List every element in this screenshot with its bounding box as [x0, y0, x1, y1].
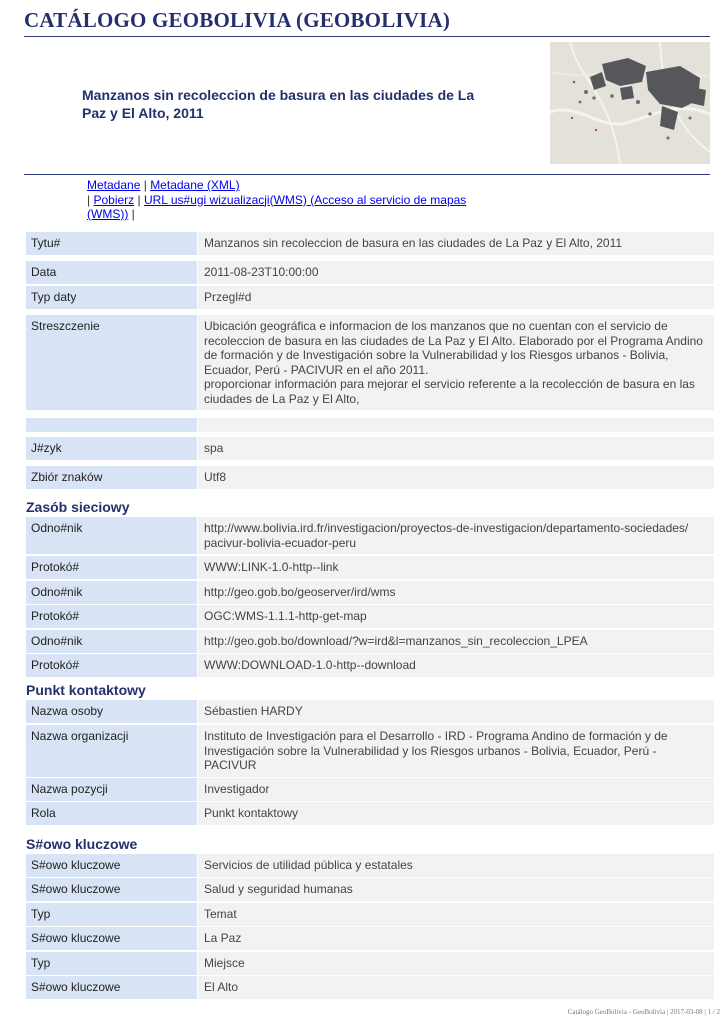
field-label: Typ — [26, 952, 197, 975]
link-separator: | — [87, 192, 91, 207]
field-value: Utf8 — [198, 466, 714, 489]
field-label: Nazwa osoby — [26, 700, 197, 723]
header-divider — [24, 174, 710, 175]
field-value: Servicios de utilidad pública y estatales — [198, 854, 714, 877]
field-value: Punkt kontaktowy — [198, 802, 714, 825]
link-separator: | — [137, 192, 141, 207]
field-value: Investigador — [198, 778, 714, 801]
field-date — [26, 261, 714, 284]
table-row — [26, 854, 714, 877]
field-label: Zbiór znaków — [26, 466, 197, 489]
field-abstract — [26, 315, 714, 410]
field-title — [26, 232, 714, 255]
field-label: Protokó# — [26, 605, 197, 628]
field-charset — [26, 466, 714, 489]
metadata-xml-link[interactable]: Metadane (XML) — [150, 178, 240, 192]
field-value: WWW:DOWNLOAD-1.0-http--download — [198, 654, 714, 677]
field-label: Odno#nik — [26, 630, 197, 653]
field-label: Protokó# — [26, 556, 197, 579]
field-value: Temat — [198, 903, 714, 926]
table-row — [26, 976, 714, 999]
table-row — [26, 778, 714, 801]
field-value: Sébastien HARDY — [198, 700, 714, 723]
page-footer: Catálogo GeoBolivia - GeoBolivia | 2017-03-08 | 1 / 2 — [567, 1008, 720, 1016]
table-row — [26, 903, 714, 926]
catalog-header — [24, 8, 710, 37]
table-row — [26, 878, 714, 901]
wms-link[interactable]: URL us#ugi wizualizacji(WMS) (Acceso al servicio de mapas (WMS)) — [87, 192, 467, 221]
field-value: http://www.bolivia.ird.fr/investigacion/proyectos-de-investigacion/departamento-sociedades/ pacivur-bolivia-ecuador-peru — [198, 517, 714, 554]
map-thumbnail — [550, 42, 710, 164]
field-value: Instituto de Investigación para el Desarrollo - IRD - Programa Andino de formación y de Investigación sobre la Vulnerabilidad y los Riesgos urbanos - Bolivia, Ecuador, Perú - PACIVUR — [198, 725, 714, 777]
field-label: S#owo kluczowe — [26, 854, 197, 877]
field-value: Salud y seguridad humanas — [198, 878, 714, 901]
table-row — [26, 581, 714, 604]
link-separator: | — [131, 207, 135, 221]
field-value: http://geo.gob.bo/download/?w=ird&l=manzanos_sin_recoleccion_LPEA — [198, 630, 714, 653]
field-label: Streszczenie — [26, 315, 197, 410]
table-row — [26, 802, 714, 825]
download-link[interactable]: Pobierz — [93, 192, 135, 207]
section-heading-online-resource: Zasób sieciowy — [26, 499, 130, 515]
field-date-type — [26, 286, 714, 309]
links-bar — [87, 178, 507, 222]
field-label: Nazwa pozycji — [26, 778, 197, 801]
field-label: Protokó# — [26, 654, 197, 677]
field-label: Typ — [26, 903, 197, 926]
table-row — [26, 952, 714, 975]
table-row — [26, 630, 714, 653]
field-label: J#zyk — [26, 437, 197, 460]
field-label: Rola — [26, 802, 197, 825]
field-label: Nazwa organizacji — [26, 725, 197, 777]
field-label: Odno#nik — [26, 517, 197, 554]
field-label: S#owo kluczowe — [26, 927, 197, 950]
field-value: spa — [198, 437, 714, 460]
table-row — [26, 556, 714, 579]
field-label: Tytu# — [26, 232, 197, 255]
field-value: 2011-08-23T10:00:00 — [198, 261, 714, 284]
table-row — [26, 725, 714, 777]
field-value: La Paz — [198, 927, 714, 950]
field-value: Przegl#d — [198, 286, 714, 309]
field-label: S#owo kluczowe — [26, 976, 197, 999]
field-label: Odno#nik — [26, 581, 197, 604]
field-value: OGC:WMS-1.1.1-http-get-map — [198, 605, 714, 628]
field-value: http://geo.gob.bo/geoserver/ird/wms — [198, 581, 714, 604]
link-separator: | — [143, 178, 147, 192]
metadata-link[interactable]: Metadane — [87, 178, 141, 192]
catalog-title: CATÁLOGO GEOBOLIVIA (GEOBOLIVIA) — [24, 8, 451, 32]
table-row — [26, 654, 714, 677]
spacer-row — [26, 418, 714, 432]
field-value: El Alto — [198, 976, 714, 999]
section-heading-contact: Punkt kontaktowy — [26, 682, 146, 698]
field-label: Data — [26, 261, 197, 284]
table-row — [26, 927, 714, 950]
field-language — [26, 437, 714, 460]
field-value: Ubicación geográfica e informacion de los manzanos que no cuentan con el servicio de recoleccion de basura en las ciudades de La Paz y El Alto. Elaborado por el Programa Andino de formación y de Investigación sobre la Vulnerabilidad y los Riesgos urbanos - Bolivia, Ecuador, Perú - PACIVUR en el año 2011. proporcionar información para mejorar el servicio referente a la recolección de basura en las ciudades de La Paz y El Alto, — [198, 315, 714, 410]
table-row — [26, 605, 714, 628]
table-row — [26, 700, 714, 723]
table-row — [26, 517, 714, 554]
field-value: Manzanos sin recoleccion de basura en las ciudades de La Paz y El Alto, 2011 — [198, 232, 714, 255]
field-label: Typ daty — [26, 286, 197, 309]
field-value: Miejsce — [198, 952, 714, 975]
field-label: S#owo kluczowe — [26, 878, 197, 901]
record-title: Manzanos sin recoleccion de basura en las ciudades de La Paz y El Alto, 2011 — [82, 87, 475, 121]
section-heading-keywords: S#owo kluczowe — [26, 836, 138, 852]
field-value: WWW:LINK-1.0-http--link — [198, 556, 714, 579]
